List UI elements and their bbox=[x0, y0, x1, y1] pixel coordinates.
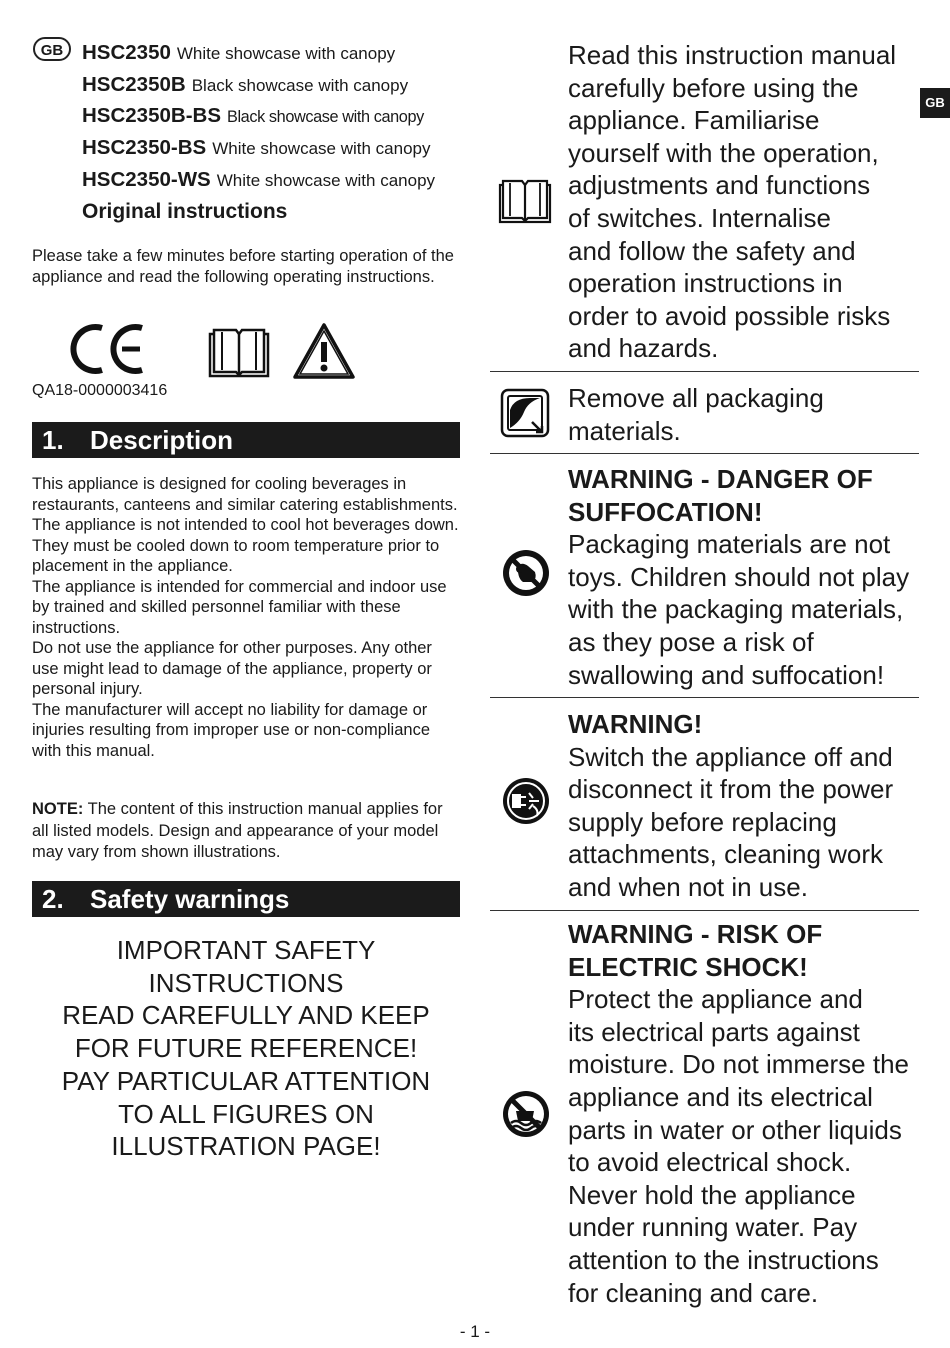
read-manual-text: Read this instruction manual carefully before using the appliance. Familiarise yourself with the operation, adjustments and functions of switches. Internalise and follow the safety and operation instructions in order to avoid possible risks and hazards. bbox=[568, 40, 897, 364]
divider bbox=[490, 697, 919, 698]
note-label: NOTE: bbox=[32, 800, 84, 818]
paragraph: The manufacturer will accept no liability for damage or injuries resulting from improper use or non-compliance with this manual. bbox=[32, 700, 431, 760]
section-heading-description: 1. Description bbox=[32, 422, 460, 458]
warning-title: WARNING - DANGER OF bbox=[568, 464, 873, 494]
language-tab: GB bbox=[920, 88, 950, 118]
paragraph: This appliance is designed for cooling beverages in restaurants, canteens and similar catering establishments. bbox=[32, 475, 458, 514]
model-line: HSC2350 White showcase with canopy bbox=[82, 41, 396, 64]
switch-off-warning: WARNING! Switch the appliance off and disconnect it from the power supply before replacing attachments, cleaning work and when not in use. bbox=[568, 708, 918, 904]
no-children-bag-icon bbox=[501, 548, 551, 598]
paragraph: Do not use the appliance for other purposes. Any other use might lead to damage of the appliance, property or personal injury. bbox=[32, 639, 432, 698]
divider bbox=[490, 910, 919, 911]
electric-shock-warning: WARNING - RISK OF ELECTRIC SHOCK! Protect the appliance and its electrical parts against moisture. Do not immerse the appliance and its electrical parts in water or other liquids to avoid electrical shock. Never hold the appliance under running water. Pay attention to the instructions for cleaning and care. bbox=[568, 918, 918, 1309]
section-heading-safety: 2. Safety warnings bbox=[32, 881, 460, 917]
paragraph: The appliance is not intended to cool hot beverages down. They must be cooled down to room temperature prior to placement in the appliance. bbox=[32, 516, 459, 575]
remove-packaging-icon bbox=[500, 388, 550, 438]
no-water-immersion-icon bbox=[501, 1089, 551, 1139]
model-line: HSC2350-BS White showcase with canopy bbox=[82, 136, 431, 159]
country-badge: GB bbox=[33, 37, 71, 61]
suffocation-warning: WARNING - DANGER OF SUFFOCATION! Packaging materials are not toys. Children should not play with the packaging materials, as they pose a risk of swallowing and suffocation! bbox=[568, 463, 918, 691]
qa-code: QA18-0000003416 bbox=[32, 382, 168, 399]
model-line: HSC2350-WS White showcase with canopy bbox=[82, 168, 436, 191]
note-text: The content of this instruction manual applies for all listed models. Design and appearance of your model may vary from shown illustrations. bbox=[32, 800, 443, 861]
note bbox=[32, 799, 462, 864]
remove-packaging-text: Remove all packaging materials. bbox=[568, 383, 824, 446]
paragraph: The appliance is intended for commercial and indoor use by trained and skilled personnel familiar with these instructions. bbox=[32, 577, 447, 637]
manual-book-icon bbox=[208, 324, 270, 378]
model-line: HSC2350B Black showcase with canopy bbox=[82, 73, 409, 96]
ce-mark-icon bbox=[70, 322, 146, 376]
warning-title: WARNING - RISK OF bbox=[568, 919, 823, 949]
intro-text: Please take a few minutes before starting operation of the appliance and read the following operating instructions. bbox=[32, 247, 454, 286]
divider bbox=[490, 371, 919, 372]
divider bbox=[490, 453, 919, 454]
original-instructions: Original instructions bbox=[82, 200, 288, 223]
important-safety-notice: IMPORTANT SAFETY INSTRUCTIONS READ CAREFULLY AND KEEP FOR FUTURE REFERENCE! PAY PARTICULAR ATTENTION TO ALL FIGURES ON ILLUSTRATION PAGE! bbox=[61, 935, 431, 1162]
page-number: - 1 - bbox=[459, 1322, 491, 1341]
description-text bbox=[32, 474, 462, 761]
unplug-icon bbox=[501, 776, 551, 826]
warning-triangle-icon bbox=[292, 322, 356, 380]
model-line: HSC2350B-BS Black showcase with canopy bbox=[82, 104, 424, 127]
manual-book-icon bbox=[498, 176, 552, 224]
warning-title: WARNING! bbox=[568, 709, 703, 739]
